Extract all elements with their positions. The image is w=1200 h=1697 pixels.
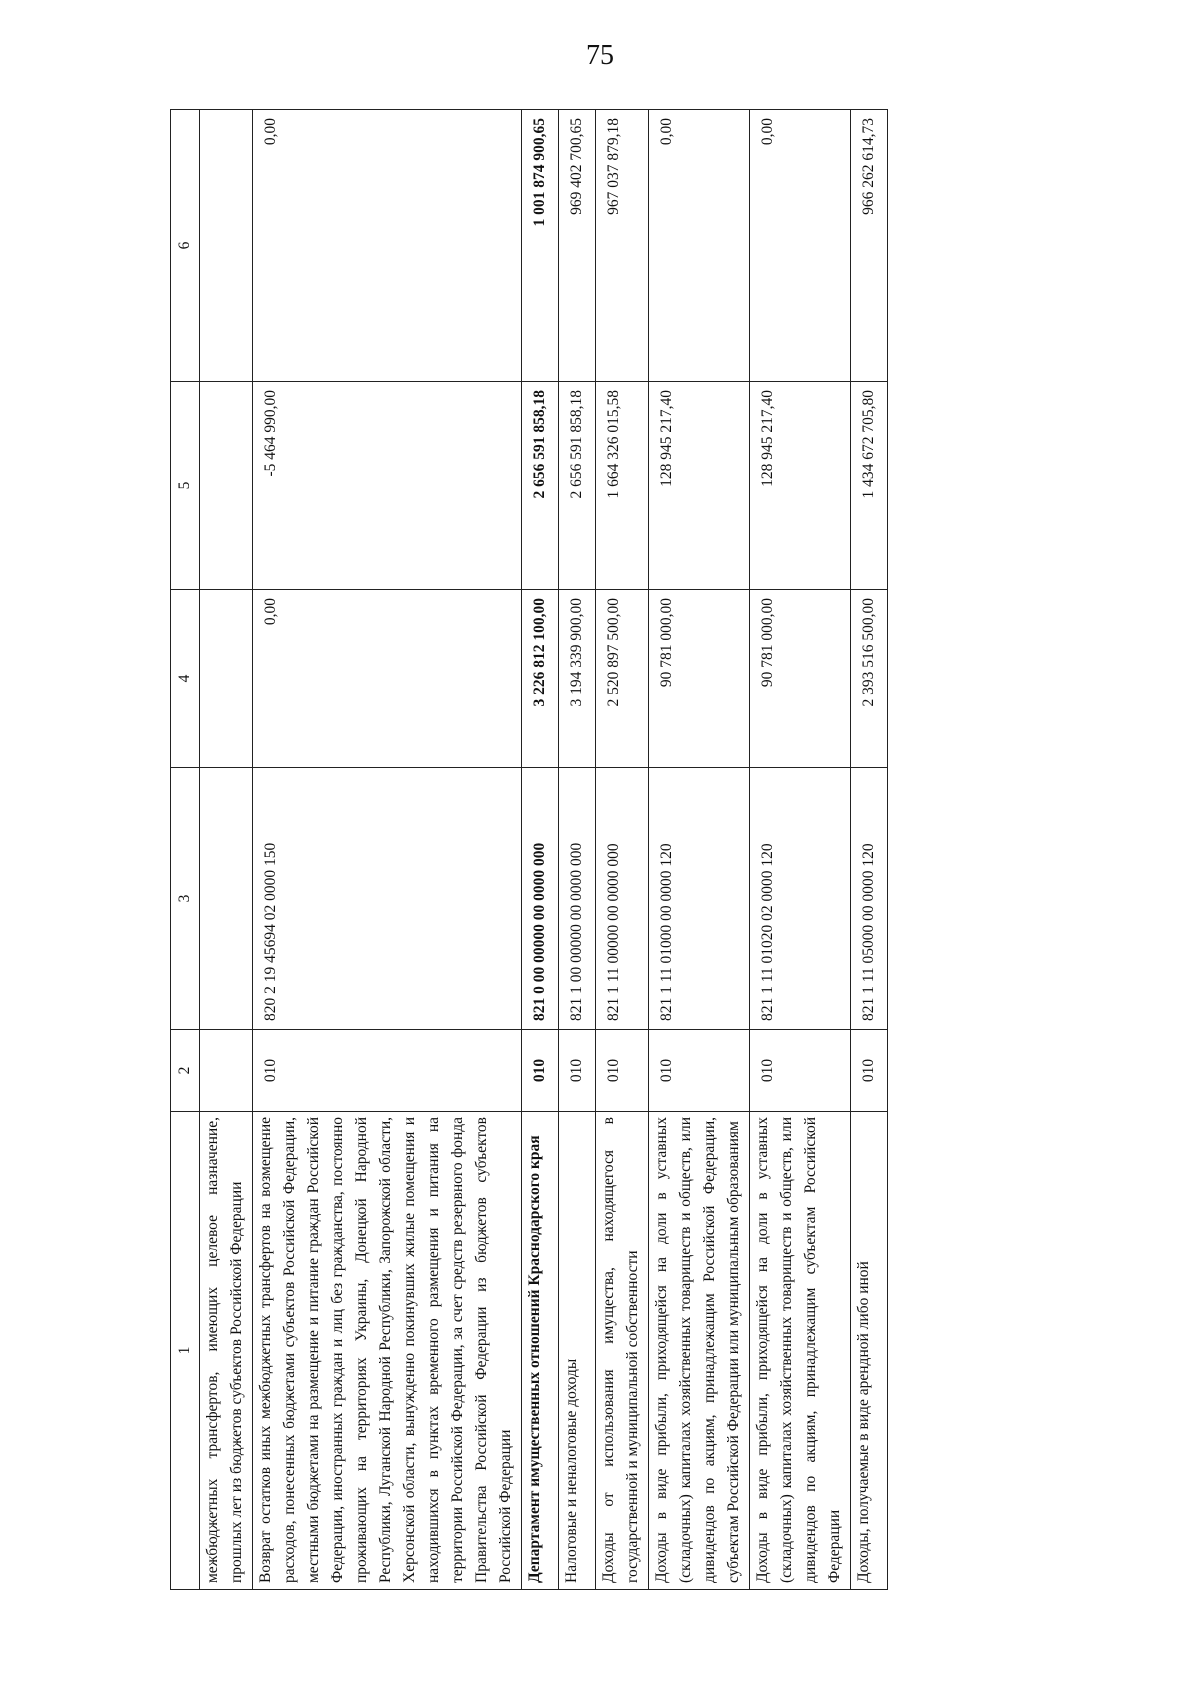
table-row <box>596 110 649 1590</box>
table-row <box>750 110 851 1590</box>
row-col4: 0,00 <box>253 590 522 768</box>
row-name: Доходы от использования имущества, находящегося в государственной и муниципальной собственности <box>596 1112 649 1590</box>
row-code: 010 <box>649 1030 750 1112</box>
row-kbk <box>200 768 253 1030</box>
row-col4: 3 194 339 900,00 <box>559 590 596 768</box>
row-col6: 0,00 <box>253 110 522 382</box>
row-col5: -5 464 990,00 <box>253 382 522 590</box>
row-col5: 2 656 591 858,18 <box>559 382 596 590</box>
header-col-5: 5 <box>171 382 200 590</box>
row-name: Доходы, получаемые в виде арендной либо иной <box>851 1112 888 1590</box>
table-row <box>649 110 750 1590</box>
header-col-4: 4 <box>171 590 200 768</box>
row-col5: 2 656 591 858,18 <box>522 382 559 590</box>
row-name: Доходы в виде прибыли, приходящейся на доли в уставных (складочных) капиталах хозяйственных товариществ и обществ, или дивидендов по акциям, принадлежащим Российской Федерации, субъектам Российской Федерации или муниципальным образованиям <box>649 1112 750 1590</box>
page-number: 75 <box>586 40 614 71</box>
row-col6: 0,00 <box>750 110 851 382</box>
row-name: Доходы в виде прибыли, приходящейся на доли в уставных (складочных) капиталах хозяйственных товариществ и обществ, или дивидендов по акциям, принадлежащим субъектам Российской Федерации <box>750 1112 851 1590</box>
row-kbk: 821 1 00 00000 00 0000 000 <box>559 768 596 1030</box>
table-row <box>559 110 596 1590</box>
revenue-table <box>170 109 888 1590</box>
row-col6: 969 402 700,65 <box>559 110 596 382</box>
table-row <box>200 110 253 1590</box>
header-col-6: 6 <box>171 110 200 382</box>
row-code: 010 <box>522 1030 559 1112</box>
row-col6: 1 001 874 900,65 <box>522 110 559 382</box>
row-col5: 128 945 217,40 <box>649 382 750 590</box>
row-code: 010 <box>851 1030 888 1112</box>
row-col4: 90 781 000,00 <box>750 590 851 768</box>
header-col-3: 3 <box>171 768 200 1030</box>
table-row <box>851 110 888 1590</box>
row-col6: 967 037 879,18 <box>596 110 649 382</box>
row-col5: 1 434 672 705,80 <box>851 382 888 590</box>
row-col5: 1 664 326 015,58 <box>596 382 649 590</box>
row-kbk: 821 0 00 00000 00 0000 000 <box>522 768 559 1030</box>
row-code: 010 <box>750 1030 851 1112</box>
row-col6 <box>200 110 253 382</box>
row-col5: 128 945 217,40 <box>750 382 851 590</box>
row-kbk: 820 2 19 45694 02 0000 150 <box>253 768 522 1030</box>
row-kbk: 821 1 11 05000 00 0000 120 <box>851 768 888 1030</box>
row-name: Налоговые и неналоговые доходы <box>559 1112 596 1590</box>
row-code: 010 <box>559 1030 596 1112</box>
row-code: 010 <box>596 1030 649 1112</box>
rotated-table-container <box>170 110 1130 1590</box>
row-name: межбюджетных трансфертов, имеющих целевое назначение, прошлых лет из бюджетов субъектов Российской Федерации <box>200 1112 253 1590</box>
table-row <box>253 110 522 1590</box>
row-col4: 3 226 812 100,00 <box>522 590 559 768</box>
row-kbk: 821 1 11 00000 00 0000 000 <box>596 768 649 1030</box>
row-col4 <box>200 590 253 768</box>
row-name: Департамент имущественных отношений Краснодарского края <box>522 1112 559 1590</box>
row-code <box>200 1030 253 1112</box>
table-row-department-total <box>522 110 559 1590</box>
row-col6: 966 262 614,73 <box>851 110 888 382</box>
row-col4: 2 520 897 500,00 <box>596 590 649 768</box>
header-col-1: 1 <box>171 1112 200 1590</box>
row-kbk: 821 1 11 01000 00 0000 120 <box>649 768 750 1030</box>
header-col-2: 2 <box>171 1030 200 1112</box>
row-col6: 0,00 <box>649 110 750 382</box>
row-col4: 90 781 000,00 <box>649 590 750 768</box>
row-code: 010 <box>253 1030 522 1112</box>
row-kbk: 821 1 11 01020 02 0000 120 <box>750 768 851 1030</box>
row-col4: 2 393 516 500,00 <box>851 590 888 768</box>
header-row <box>171 110 200 1590</box>
row-col5 <box>200 382 253 590</box>
row-name: Возврат остатков иных межбюджетных трансфертов на возмещение расходов, понесенных бюджетами субъектов Российской Федерации, местными бюджетами на размещение и питание граждан Российской Федерации, иностранных граждан и лиц без гражданства, постоянно проживающих на территориях Украины, Донецкой Народной Республики, Луганской Народной Республики, Запорожской области, Херсонской области, вынужденно покинувших жилые помещения и находившихся в пунктах временного размещения и питания на территории Российской Федерации, за счет средств резервного фонда Правительства Российской Федерации из бюджетов субъектов Российской Федерации <box>253 1112 522 1590</box>
